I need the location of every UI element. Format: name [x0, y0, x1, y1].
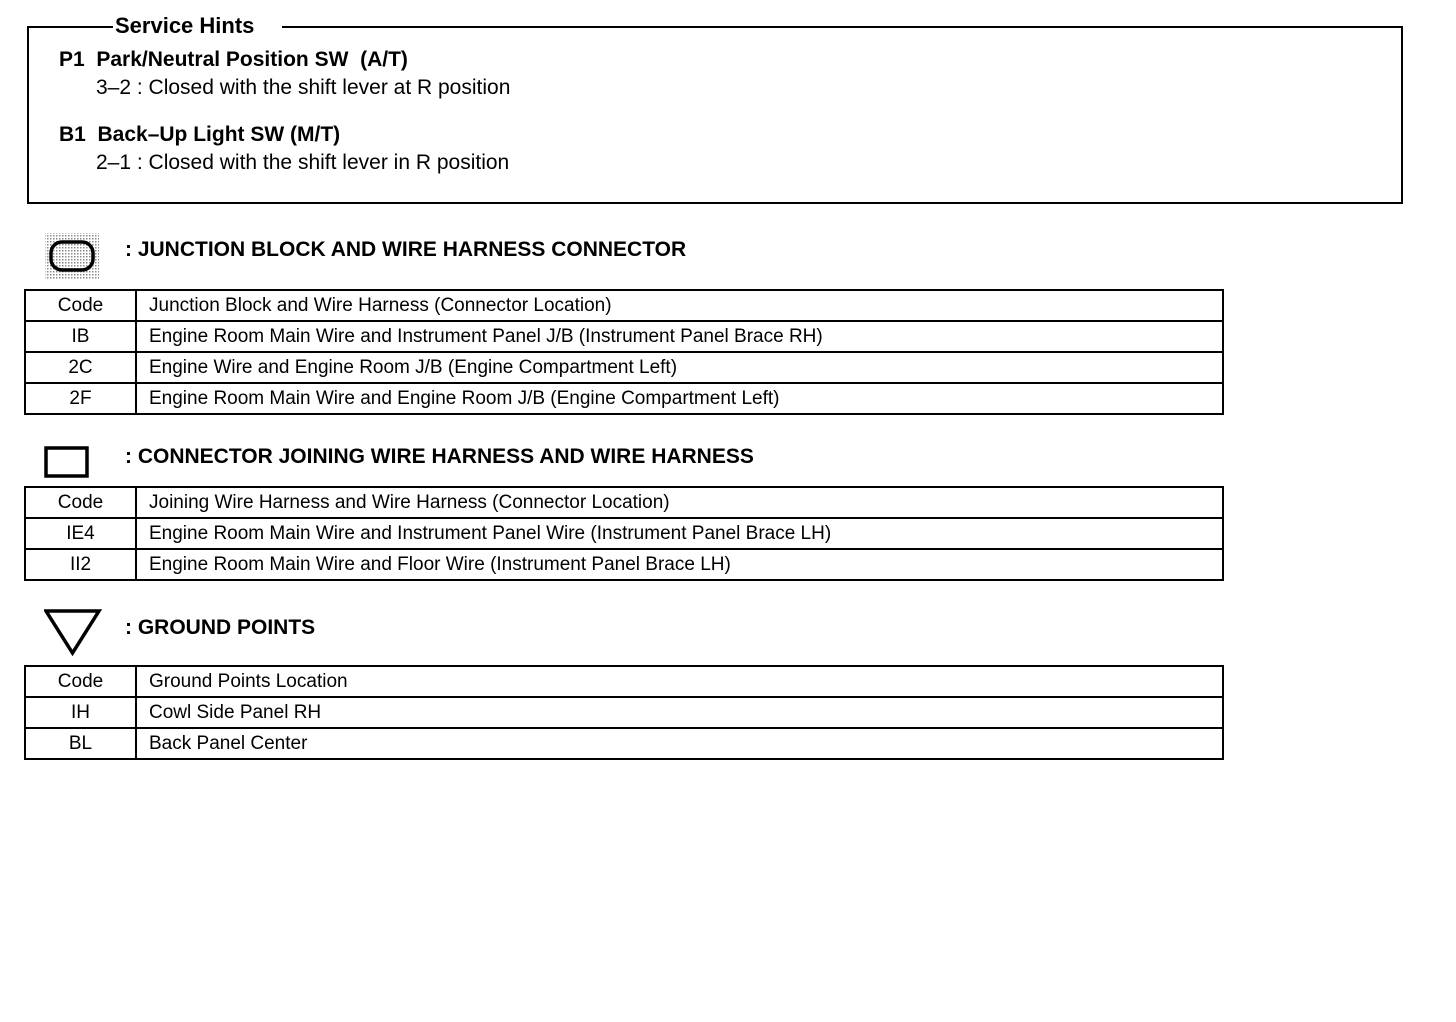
description-cell: Engine Room Main Wire and Instrument Panel Wire (Instrument Panel Brace LH)	[136, 518, 1223, 549]
description-cell: Engine Room Main Wire and Engine Room J/B (Engine Compartment Left)	[136, 383, 1223, 414]
connector-section-label: : CONNECTOR JOINING WIRE HARNESS AND WIRE HARNESS	[125, 445, 754, 468]
junction-block-connector-icon	[44, 232, 100, 285]
description-cell: Engine Room Main Wire and Instrument Panel J/B (Instrument Panel Brace RH)	[136, 321, 1223, 352]
service-hints-box	[27, 13, 1403, 204]
service-hint-heading: B1 Back–Up Light SW (M/T)	[59, 123, 341, 146]
ground-point-icon	[44, 608, 102, 661]
service-hint-detail: 2–1 : Closed with the shift lever in R position	[96, 151, 510, 174]
service-hint-item	[59, 46, 510, 102]
description-cell: Back Panel Center	[136, 728, 1223, 759]
table-header-row	[25, 666, 1223, 697]
description-cell: Cowl Side Panel RH	[136, 697, 1223, 728]
code-cell: 2C	[25, 352, 136, 383]
description-header: Junction Block and Wire Harness (Connector Location)	[136, 290, 1223, 321]
connector-table	[24, 486, 1224, 581]
code-cell: IB	[25, 321, 136, 352]
table-header-row	[25, 290, 1223, 321]
description-header: Ground Points Location	[136, 666, 1223, 697]
description-cell: Engine Wire and Engine Room J/B (Engine Compartment Left)	[136, 352, 1223, 383]
service-hints-title: Service Hints	[113, 11, 282, 41]
description-header: Joining Wire Harness and Wire Harness (Connector Location)	[136, 487, 1223, 518]
table-row	[25, 383, 1223, 414]
junction-block-table	[24, 289, 1224, 415]
junction-section-label: : JUNCTION BLOCK AND WIRE HARNESS CONNECTOR	[125, 238, 687, 261]
service-hint-heading: P1 Park/Neutral Position SW (A/T)	[59, 48, 408, 71]
table-row	[25, 549, 1223, 580]
description-cell: Engine Room Main Wire and Floor Wire (Instrument Panel Brace LH)	[136, 549, 1223, 580]
code-header: Code	[25, 487, 136, 518]
wire-harness-connector-icon	[44, 446, 90, 483]
code-cell: 2F	[25, 383, 136, 414]
table-row	[25, 518, 1223, 549]
code-header: Code	[25, 666, 136, 697]
code-header: Code	[25, 290, 136, 321]
service-hint-item	[59, 121, 509, 177]
table-row	[25, 352, 1223, 383]
code-cell: BL	[25, 728, 136, 759]
ground-points-table	[24, 665, 1224, 760]
code-cell: IH	[25, 697, 136, 728]
table-row	[25, 321, 1223, 352]
table-row	[25, 697, 1223, 728]
ground-section-label: : GROUND POINTS	[125, 616, 316, 639]
table-header-row	[25, 487, 1223, 518]
code-cell: II2	[25, 549, 136, 580]
table-row	[25, 728, 1223, 759]
service-hint-detail: 3–2 : Closed with the shift lever at R position	[96, 76, 511, 99]
code-cell: IE4	[25, 518, 136, 549]
